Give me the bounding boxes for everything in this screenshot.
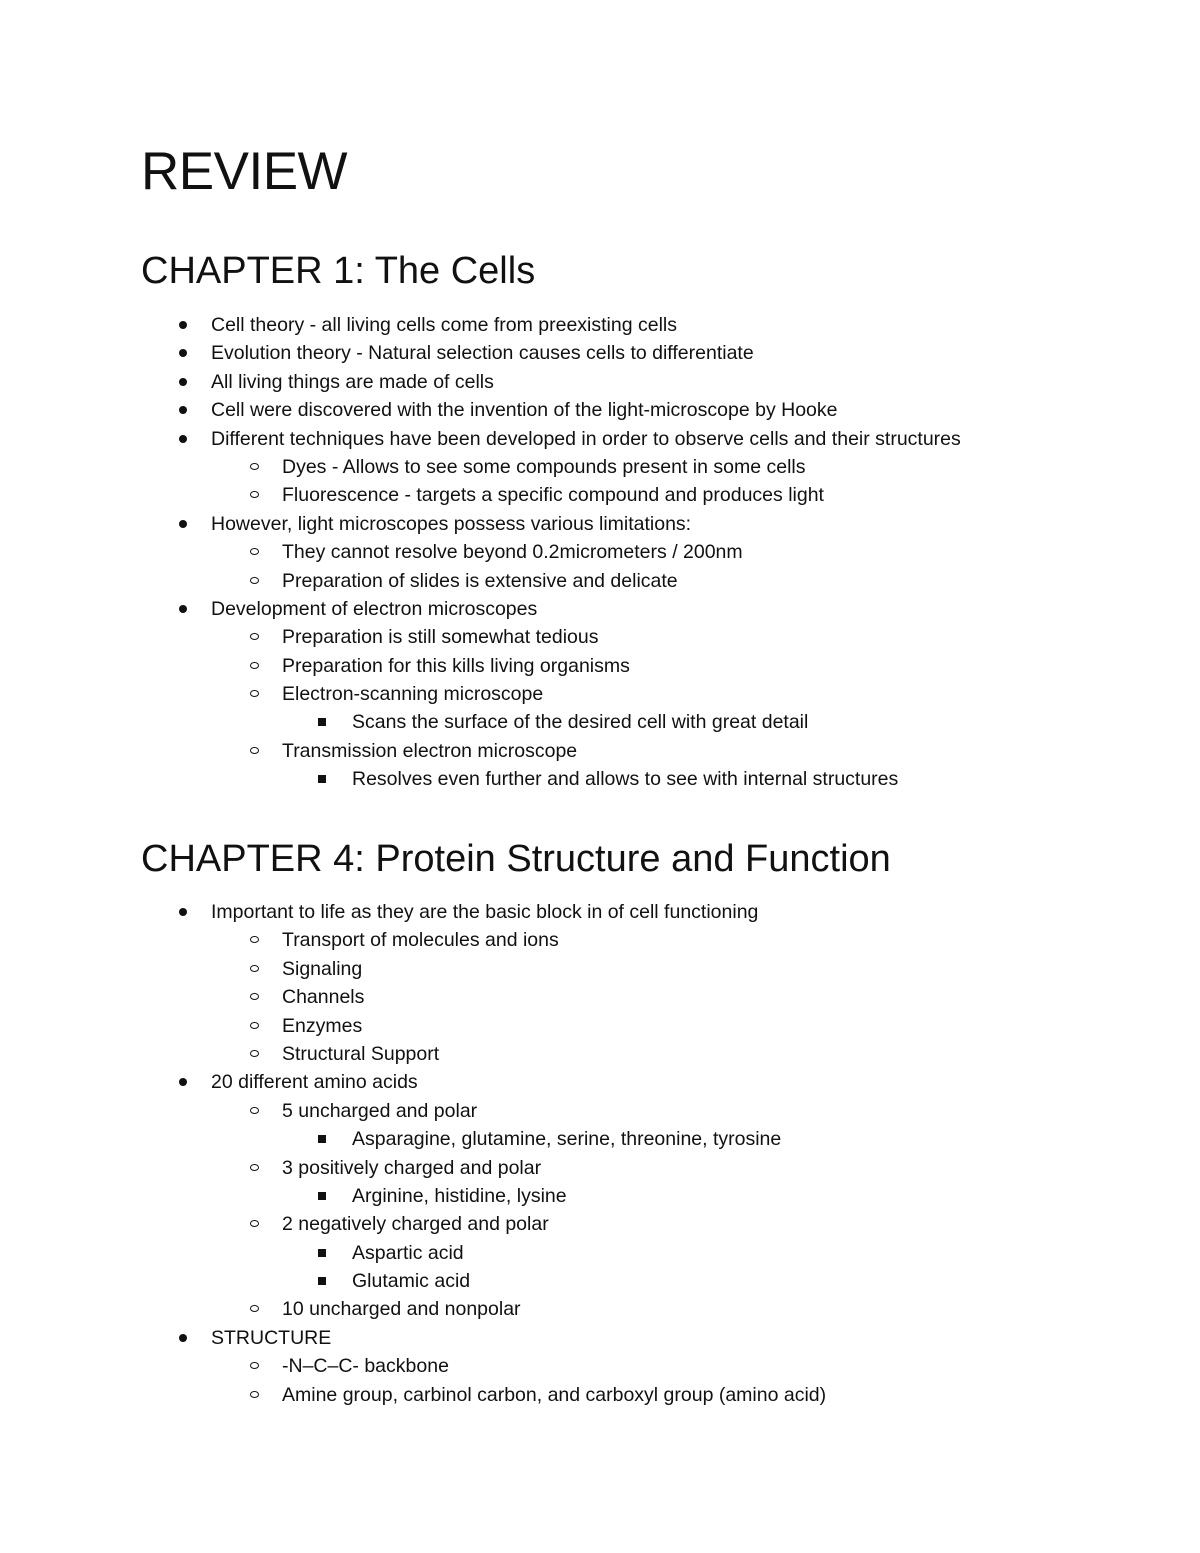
bullet-circle-icon [250,747,259,754]
list-item-text: Electron-scanning microscope [282,683,544,706]
list-item [0,623,1200,651]
list-item-text: Fluorescence - targets a specific compound and produces light [282,484,824,507]
list-item-text: Aspartic acid [352,1241,464,1264]
bullet-circle-icon [250,1220,259,1227]
list-item [0,983,1200,1011]
list-item [0,1040,1200,1068]
list-item [0,680,1200,708]
bullet-disc-icon [179,1078,187,1086]
list-item [0,481,1200,509]
list-item-text: Cell were discovered with the invention of the light-microscope by Hooke [211,399,838,422]
chapter-1-heading: CHAPTER 1: The Cells [141,250,536,292]
list-item-text: Preparation is still somewhat tedious [282,626,599,649]
list-item [0,737,1200,765]
bullet-disc-icon [179,605,187,613]
bullet-square-icon [318,718,326,726]
list-item [0,1012,1200,1040]
list-item [0,1125,1200,1153]
bullet-circle-icon [250,662,259,669]
bullet-circle-icon [250,1362,259,1369]
list-item-text: Glutamic acid [352,1270,471,1293]
list-item-text: Cell theory - all living cells come from preexisting cells [211,314,677,336]
bullet-disc-icon [179,406,187,414]
bullet-circle-icon [250,993,259,1000]
list-item [0,955,1200,983]
list-item [0,567,1200,595]
bullet-circle-icon [250,491,259,498]
list-item-text: -N–C–C- backbone [282,1355,449,1378]
document-title: REVIEW [141,142,348,201]
list-item-text: Preparation for this kills living organisms [282,654,630,677]
list-item [0,898,1200,926]
bullet-circle-icon [250,1305,259,1312]
list-item [0,368,1200,396]
bullet-square-icon [318,775,326,783]
list-item-text: Asparagine, glutamine, serine, threonine, tyrosine [352,1128,782,1151]
list-item-text: 10 uncharged and nonpolar [282,1298,521,1321]
bullet-disc-icon [179,1334,187,1342]
list-item-text: Preparation of slides is extensive and delicate [282,569,678,592]
bullet-circle-icon [250,577,259,584]
list-item-text: Different techniques have been developed in order to observe cells and their structures [211,427,961,450]
bullet-circle-icon [250,1050,259,1057]
list-item-text: Signaling [282,957,363,980]
bullet-disc-icon [179,349,187,357]
bullet-disc-icon [179,435,187,443]
list-item [0,538,1200,566]
list-item-text: Amine group, carbinol carbon, and carboxyl group (amino acid) [282,1383,827,1406]
list-item [0,765,1200,793]
list-item-text: Transport of molecules and ions [282,929,559,952]
bullet-square-icon [318,1277,326,1285]
bullet-circle-icon [250,965,259,972]
list-item [0,1324,1200,1352]
list-item [0,595,1200,623]
bullet-disc-icon [179,321,187,329]
list-item-text: They cannot resolve beyond 0.2micrometers / 200nm [282,541,743,564]
list-item-text: However, light microscopes possess various limitations: [211,512,692,535]
list-item [0,1182,1200,1210]
list-item [0,1267,1200,1295]
list-item-text: Dyes - Allows to see some compounds present in some cells [282,455,806,478]
list-item [0,425,1200,453]
list-item [0,1210,1200,1238]
bullet-square-icon [318,1249,326,1257]
list-item [0,1381,1200,1409]
list-item [0,396,1200,424]
list-item [0,1154,1200,1182]
bullet-circle-icon [250,463,259,470]
list-item [0,1097,1200,1125]
bullet-circle-icon [250,1022,259,1029]
list-item-text: 2 negatively charged and polar [282,1213,549,1236]
list-item-text: 3 positively charged and polar [282,1156,542,1179]
bullet-circle-icon [250,1107,259,1114]
list-item [0,708,1200,736]
list-item-text: STRUCTURE [211,1326,332,1349]
list-item-text: Structural Support [282,1042,440,1065]
list-item-text: Scans the surface of the desired cell with great detail [352,711,809,734]
list-item-text: All living things are made of cells [211,370,494,393]
list-item [0,1239,1200,1267]
chapter-1-list [0,311,1200,794]
bullet-circle-icon [250,690,259,697]
bullet-square-icon [318,1135,326,1143]
list-item [0,652,1200,680]
list-item [0,453,1200,481]
list-item [0,311,1200,339]
list-item [0,1295,1200,1323]
bullet-circle-icon [250,1391,259,1398]
list-item [0,1068,1200,1096]
bullet-circle-icon [250,1164,259,1171]
bullet-circle-icon [250,548,259,555]
list-item-text: Important to life as they are the basic block in of cell functioning [211,901,759,923]
list-item-text: Resolves even further and allows to see with internal structures [352,768,899,791]
chapter-4-heading: CHAPTER 4: Protein Structure and Function [141,838,891,880]
list-item-text: 5 uncharged and polar [282,1099,478,1122]
chapter-4-list [0,898,1200,1409]
list-item-text: Arginine, histidine, lysine [352,1184,567,1207]
bullet-circle-icon [250,936,259,943]
bullet-disc-icon [179,378,187,386]
list-item-text: Channels [282,986,365,1009]
bullet-disc-icon [179,908,187,916]
bullet-disc-icon [179,520,187,528]
bullet-square-icon [318,1192,326,1200]
list-item [0,1352,1200,1380]
list-item-text: Transmission electron microscope [282,739,578,762]
list-item-text: 20 different amino acids [211,1071,418,1094]
bullet-circle-icon [250,633,259,640]
list-item [0,339,1200,367]
list-item-text: Evolution theory - Natural selection causes cells to differentiate [211,342,754,365]
list-item [0,510,1200,538]
list-item-text: Development of electron microscopes [211,597,538,620]
list-item [0,926,1200,954]
list-item-text: Enzymes [282,1014,363,1037]
